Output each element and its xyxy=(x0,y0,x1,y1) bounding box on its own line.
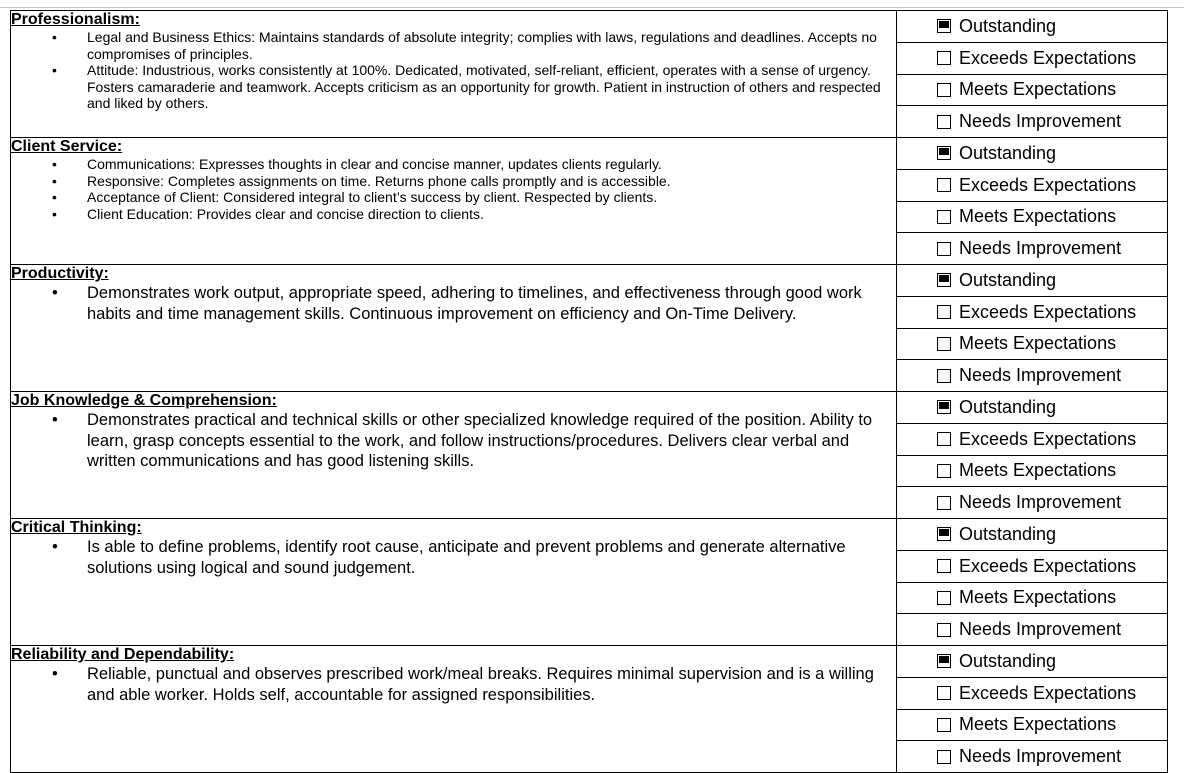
criteria-cell xyxy=(11,519,897,646)
rating-options xyxy=(897,138,1167,264)
checkbox-icon[interactable] xyxy=(937,591,951,605)
rating-option-label: Outstanding xyxy=(959,650,1057,671)
rating-option-needs-improvement[interactable] xyxy=(897,360,1167,391)
checkbox-icon[interactable] xyxy=(937,83,951,97)
criteria-bullet: • Is able to define problems, identify root cause, anticipate and prevent problems and generate alternative solutions using logical and sound judgement. xyxy=(87,537,896,578)
checkbox-icon[interactable] xyxy=(937,496,951,510)
rating-option-outstanding[interactable] xyxy=(897,519,1167,551)
rating-option-label: Meets Expectations xyxy=(959,714,1117,735)
rating-option-label: Exceeds Expectations xyxy=(959,428,1137,449)
checked-checkbox-icon[interactable] xyxy=(937,273,951,287)
checkbox-icon[interactable] xyxy=(937,210,951,224)
criteria-list xyxy=(11,410,896,472)
checkbox-icon[interactable] xyxy=(937,305,951,319)
rating-option-exceeds-expectations[interactable] xyxy=(897,551,1167,583)
rating-option-label: Exceeds Expectations xyxy=(959,47,1137,68)
criteria-bullet: • Client Education: Provides clear and concise direction to clients. xyxy=(87,206,896,223)
rating-option-label: Outstanding xyxy=(959,15,1057,36)
category-title: Productivity: xyxy=(11,265,109,282)
rating-option-label: Exceeds Expectations xyxy=(959,682,1137,703)
category-row-critical-thinking xyxy=(11,519,1168,646)
rating-option-meets-expectations[interactable] xyxy=(897,583,1167,615)
category-row-job-knowledge-comprehension xyxy=(11,392,1168,519)
rating-option-label: Needs Improvement xyxy=(959,238,1122,259)
criteria-cell xyxy=(11,392,897,519)
rating-option-outstanding[interactable] xyxy=(897,265,1167,297)
rating-option-needs-improvement[interactable] xyxy=(897,614,1167,645)
rating-option-label: Exceeds Expectations xyxy=(959,174,1137,195)
category-title: Critical Thinking: xyxy=(11,519,142,536)
rating-option-label: Outstanding xyxy=(959,142,1057,163)
checkbox-icon[interactable] xyxy=(937,686,951,700)
rating-option-label: Meets Expectations xyxy=(959,79,1117,100)
checkbox-icon[interactable] xyxy=(937,623,951,637)
category-row-professionalism xyxy=(11,11,1168,138)
rating-option-label: Meets Expectations xyxy=(959,460,1117,481)
checkbox-icon[interactable] xyxy=(937,750,951,764)
rating-option-label: Exceeds Expectations xyxy=(959,301,1137,322)
rating-option-exceeds-expectations[interactable] xyxy=(897,43,1167,75)
checkbox-icon[interactable] xyxy=(937,51,951,65)
rating-cell xyxy=(897,646,1168,773)
rating-option-needs-improvement[interactable] xyxy=(897,233,1167,264)
rating-cell xyxy=(897,138,1168,265)
criteria-bullet: • Demonstrates practical and technical skills or other specialized knowledge required of the position. Ability to learn, grasp concepts essential to the work, and follow instructions/procedures. Delivers clear verbal and written communications and has good listening skills. xyxy=(87,410,896,472)
criteria-cell xyxy=(11,138,897,265)
rating-option-exceeds-expectations[interactable] xyxy=(897,678,1167,710)
checkbox-icon[interactable] xyxy=(937,464,951,478)
rating-option-meets-expectations[interactable] xyxy=(897,710,1167,742)
category-row-client-service xyxy=(11,138,1168,265)
category-title: Professionalism: xyxy=(11,11,140,28)
category-title: Client Service: xyxy=(11,138,123,155)
criteria-bullet: • Acceptance of Client: Considered integral to client’s success by client. Respected by clients. xyxy=(87,189,896,206)
criteria-bullet: • Communications: Expresses thoughts in clear and concise manner, updates clients regularly. xyxy=(87,156,896,173)
criteria-bullet: • Responsive: Completes assignments on time. Returns phone calls promptly and is accessible. xyxy=(87,173,896,190)
rating-option-label: Meets Expectations xyxy=(959,206,1117,227)
checked-checkbox-icon[interactable] xyxy=(937,527,951,541)
rating-options xyxy=(897,11,1167,137)
criteria-cell xyxy=(11,265,897,392)
rating-cell xyxy=(897,11,1168,138)
rating-option-label: Outstanding xyxy=(959,523,1057,544)
checkbox-icon[interactable] xyxy=(937,432,951,446)
rating-option-meets-expectations[interactable] xyxy=(897,456,1167,488)
evaluation-table xyxy=(10,10,1168,773)
checked-checkbox-icon[interactable] xyxy=(937,19,951,33)
checkbox-icon[interactable] xyxy=(937,718,951,732)
checkbox-icon[interactable] xyxy=(937,115,951,129)
rating-option-label: Needs Improvement xyxy=(959,746,1122,767)
checkbox-icon[interactable] xyxy=(937,178,951,192)
rating-option-label: Needs Improvement xyxy=(959,111,1122,132)
criteria-bullet: • Legal and Business Ethics: Maintains standards of absolute integrity; complies with laws, regulations and deadlines. Accepts no compromises of principles. xyxy=(87,29,896,62)
criteria-list xyxy=(11,283,896,324)
rating-option-exceeds-expectations[interactable] xyxy=(897,297,1167,329)
rating-cell xyxy=(897,392,1168,519)
rating-option-outstanding[interactable] xyxy=(897,392,1167,424)
checked-checkbox-icon[interactable] xyxy=(937,654,951,668)
rating-option-label: Exceeds Expectations xyxy=(959,555,1137,576)
category-row-productivity xyxy=(11,265,1168,392)
rating-options xyxy=(897,519,1167,645)
rating-cell xyxy=(897,519,1168,646)
rating-option-needs-improvement[interactable] xyxy=(897,487,1167,518)
criteria-bullet: • Reliable, punctual and observes prescribed work/meal breaks. Requires minimal supervision and is a willing and able worker. Holds self, accountable for assigned responsibilities. xyxy=(87,664,896,705)
criteria-bullet: • Attitude: Industrious, works consistently at 100%. Dedicated, motivated, self-reliant, efficient, operates with a sense of urgency. Fosters camaraderie and teamwork. Accepts criticism as an opportunity for growth. Patient in instruction of others and respected and liked by others. xyxy=(87,62,896,112)
rating-option-needs-improvement[interactable] xyxy=(897,106,1167,137)
criteria-list xyxy=(11,29,896,112)
rating-option-label: Outstanding xyxy=(959,396,1057,417)
checkbox-icon[interactable] xyxy=(937,337,951,351)
page-top-rule xyxy=(0,7,1184,8)
rating-option-label: Needs Improvement xyxy=(959,492,1122,513)
rating-option-meets-expectations[interactable] xyxy=(897,75,1167,107)
rating-option-exceeds-expectations[interactable] xyxy=(897,424,1167,456)
criteria-cell xyxy=(11,646,897,773)
checkbox-icon[interactable] xyxy=(937,559,951,573)
rating-options xyxy=(897,646,1167,772)
checked-checkbox-icon[interactable] xyxy=(937,400,951,414)
rating-options xyxy=(897,392,1167,518)
checkbox-icon[interactable] xyxy=(937,242,951,256)
checked-checkbox-icon[interactable] xyxy=(937,146,951,160)
criteria-list xyxy=(11,156,896,222)
rating-option-meets-expectations[interactable] xyxy=(897,329,1167,361)
rating-option-label: Needs Improvement xyxy=(959,619,1122,640)
rating-option-label: Meets Expectations xyxy=(959,587,1117,608)
category-row-reliability-and-dependability xyxy=(11,646,1168,773)
rating-option-label: Outstanding xyxy=(959,269,1057,290)
category-title: Job Knowledge & Comprehension: xyxy=(11,392,277,409)
rating-option-label: Needs Improvement xyxy=(959,365,1122,386)
rating-option-outstanding[interactable] xyxy=(897,11,1167,43)
criteria-list xyxy=(11,664,896,705)
category-title: Reliability and Dependability: xyxy=(11,646,235,663)
rating-option-outstanding[interactable] xyxy=(897,138,1167,170)
rating-options xyxy=(897,265,1167,391)
criteria-cell xyxy=(11,11,897,138)
rating-option-needs-improvement[interactable] xyxy=(897,741,1167,772)
rating-cell xyxy=(897,265,1168,392)
rating-option-meets-expectations[interactable] xyxy=(897,202,1167,234)
rating-option-outstanding[interactable] xyxy=(897,646,1167,678)
criteria-list xyxy=(11,537,896,578)
criteria-bullet: • Demonstrates work output, appropriate speed, adhering to timelines, and effectiveness through good work habits and time management skills. Continuous improvement on efficiency and On-Time Delivery. xyxy=(87,283,896,324)
checkbox-icon[interactable] xyxy=(937,369,951,383)
rating-option-label: Meets Expectations xyxy=(959,333,1117,354)
rating-option-exceeds-expectations[interactable] xyxy=(897,170,1167,202)
